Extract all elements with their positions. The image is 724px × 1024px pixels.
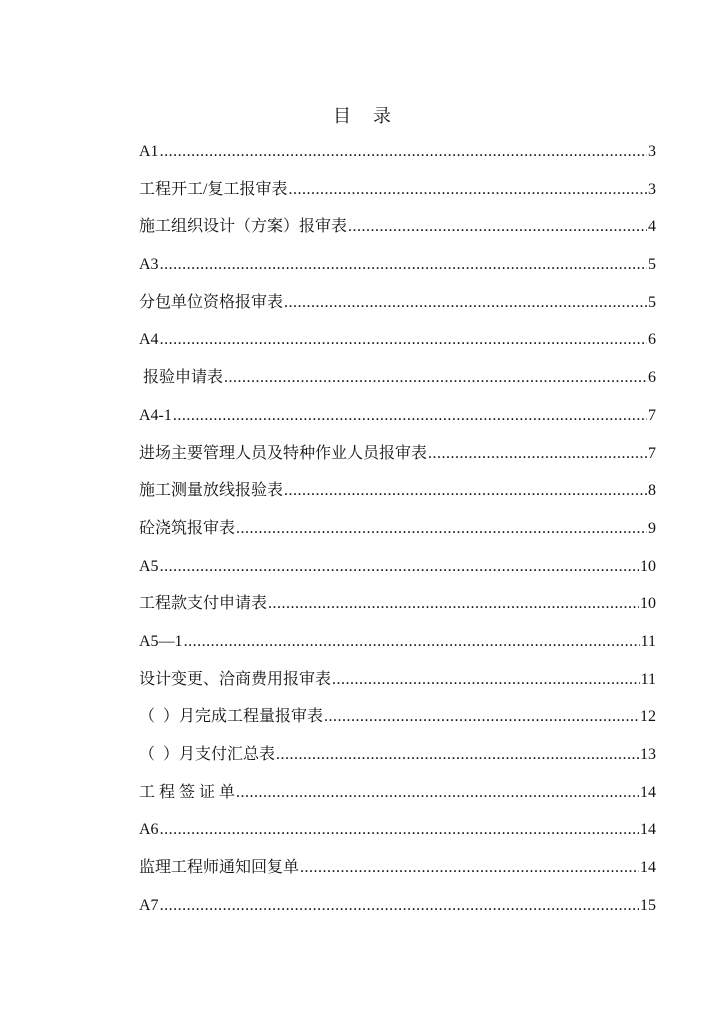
toc-dot-leader [236, 782, 639, 804]
toc-page-number: 10 [640, 595, 656, 613]
toc-entry-label: A4 [139, 331, 159, 349]
toc-page-number: 7 [648, 444, 656, 462]
toc-entry-label: （ ）月完成工程量报审表 [139, 708, 324, 726]
toc-page-number: 11 [640, 670, 656, 688]
toc-dot-leader [173, 405, 647, 427]
toc-entry[interactable] [139, 216, 656, 254]
toc-entry-label: A5—1 [139, 632, 183, 650]
toc-dot-leader [160, 141, 647, 163]
toc-dot-leader [276, 744, 639, 766]
toc-entry-label: 工程款支付申请表 [139, 595, 268, 613]
toc-page-number: 14 [640, 783, 656, 801]
toc-entry[interactable] [139, 367, 656, 405]
toc-page-number: 6 [648, 331, 656, 349]
toc-entry[interactable] [139, 292, 656, 330]
toc-dot-leader [332, 669, 640, 691]
toc-entry[interactable] [139, 329, 656, 367]
toc-dot-leader [160, 819, 639, 841]
toc-page-number: 3 [648, 180, 656, 198]
toc-page-number: 5 [648, 256, 656, 274]
toc-entry[interactable] [139, 593, 656, 631]
toc-page-number: 4 [648, 218, 656, 236]
toc-entry[interactable] [139, 631, 656, 669]
toc-page-number: 6 [648, 369, 656, 387]
toc-title-right: 录 [373, 106, 391, 126]
toc-entry-label: A6 [139, 821, 159, 839]
toc-entry-label: A4-1 [139, 406, 172, 424]
toc-dot-leader [284, 292, 647, 314]
toc-entry[interactable] [139, 480, 656, 518]
toc-entry[interactable] [139, 895, 656, 933]
toc-entry[interactable] [139, 669, 656, 707]
toc-entry-label: 设计变更、洽商费用报审表 [139, 670, 332, 688]
toc-entry[interactable] [139, 254, 656, 292]
toc-entry-label: A3 [139, 256, 159, 274]
toc-page-number: 15 [640, 896, 656, 914]
toc-dot-leader [268, 593, 639, 615]
toc-dot-leader [160, 329, 647, 351]
toc-entry-label: 监理工程师通知回复单 [139, 859, 300, 877]
toc-entry-label: 工 程 签 证 单 [139, 783, 236, 801]
toc-dot-leader [160, 556, 639, 578]
toc-entry[interactable] [139, 141, 656, 179]
toc-page-number: 11 [640, 632, 656, 650]
toc-page-number: 5 [648, 293, 656, 311]
toc-entry[interactable] [139, 556, 656, 594]
toc-entry-label: A7 [139, 896, 159, 914]
toc-dot-leader [160, 895, 639, 917]
toc-entry-label: A5 [139, 557, 159, 575]
toc-page-number: 14 [640, 821, 656, 839]
toc-entry-label: 施工测量放线报验表 [139, 482, 284, 500]
toc-page-number: 10 [640, 557, 656, 575]
toc-list [139, 141, 656, 932]
toc-entry[interactable] [139, 857, 656, 895]
toc-page-number: 12 [640, 708, 656, 726]
toc-dot-leader [184, 631, 640, 653]
toc-dot-leader [300, 857, 639, 879]
toc-entry-label: 施工组织设计（方案）报审表 [139, 218, 348, 236]
toc-dot-leader [160, 254, 647, 276]
toc-dot-leader [236, 518, 647, 540]
toc-dot-leader [284, 480, 647, 502]
toc-entry[interactable] [139, 405, 656, 443]
toc-entry[interactable] [139, 819, 656, 857]
toc-entry-label: （ ）月支付汇总表 [139, 746, 276, 763]
toc-dot-leader [324, 706, 639, 728]
toc-page-number: 14 [640, 859, 656, 877]
toc-entry-label: A1 [139, 143, 159, 160]
toc-entry[interactable] [139, 744, 656, 782]
toc-dot-leader [288, 179, 647, 201]
toc-page-number: 9 [648, 519, 656, 537]
toc-entry-label: 进场主要管理人员及特种作业人员报审表 [139, 444, 428, 462]
toc-entry[interactable] [139, 179, 656, 217]
toc-page-number: 13 [640, 746, 656, 763]
toc-dot-leader [428, 443, 647, 465]
toc-dot-leader [348, 216, 647, 238]
toc-page-number: 8 [648, 482, 656, 500]
toc-entry[interactable] [139, 782, 656, 820]
toc-page-number: 7 [648, 406, 656, 424]
toc-page-number: 3 [648, 143, 656, 160]
toc-entry[interactable] [139, 443, 656, 481]
toc-title-left: 目 [333, 106, 351, 126]
toc-title [0, 102, 724, 128]
toc-entry-label: 分包单位资格报审表 [139, 293, 284, 311]
toc-entry-label: 砼浇筑报审表 [139, 519, 236, 537]
toc-entry[interactable] [139, 706, 656, 744]
toc-entry[interactable] [139, 518, 656, 556]
toc-entry-label: 工程开工/复工报审表 [139, 180, 288, 198]
toc-dot-leader [224, 367, 647, 389]
toc-entry-label: 报验申请表 [139, 369, 224, 387]
